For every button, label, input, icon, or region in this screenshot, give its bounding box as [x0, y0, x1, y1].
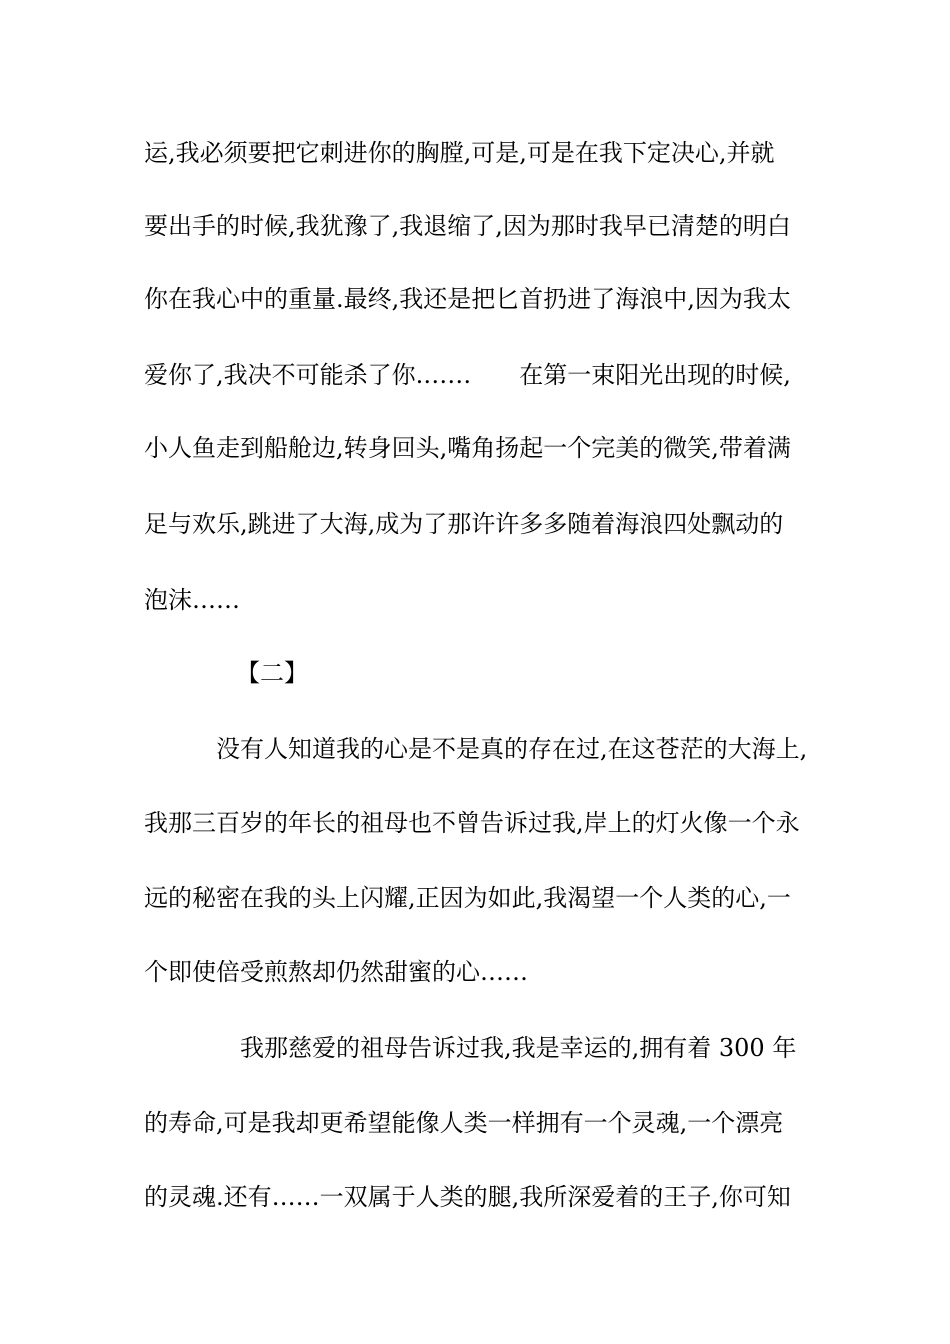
text-line: 运,我必须要把它刺进你的胸膛,可是,可是在我下定决心,并就	[144, 139, 775, 167]
text-line: 你在我心中的重量.最终,我还是把匕首扔进了海浪中,因为我太	[144, 285, 791, 313]
text-line: 爱你了,我决不可能杀了你.…… 在第一束阳光出现的时候,	[144, 361, 791, 389]
text-line: 的寿命,可是我却更希望能像人类一样拥有一个灵魂,一个漂亮	[144, 1109, 784, 1137]
text-line: 小人鱼走到船舱边,转身回头,嘴角扬起一个完美的微笑,带着满	[144, 434, 791, 462]
text-line: 泡沫……	[144, 586, 240, 614]
text-line: 我那慈爱的祖母告诉过我,我是幸运的,拥有着 300 年	[240, 1034, 797, 1062]
section-heading: 【二】	[236, 659, 308, 687]
text-line: 足与欢乐,跳进了大海,成为了那许许多多随着海浪四处飘动的	[144, 510, 784, 538]
text-line: 个即使倍受煎熬却仍然甜蜜的心……	[144, 958, 528, 986]
text-line: 要出手的时候,我犹豫了,我退缩了,因为那时我早已清楚的明白	[144, 212, 791, 240]
text-line: 我那三百岁的年长的祖母也不曾告诉过我,岸上的灯火像一个永	[144, 809, 800, 837]
text-line: 的灵魂.还有……一双属于人类的腿,我所深爱着的王子,你可知	[144, 1183, 791, 1211]
text-line: 远的秘密在我的头上闪耀,正因为如此,我渴望一个人类的心,一	[144, 884, 791, 912]
text-line: 没有人知道我的心是不是真的存在过,在这苍茫的大海上,	[216, 735, 808, 763]
